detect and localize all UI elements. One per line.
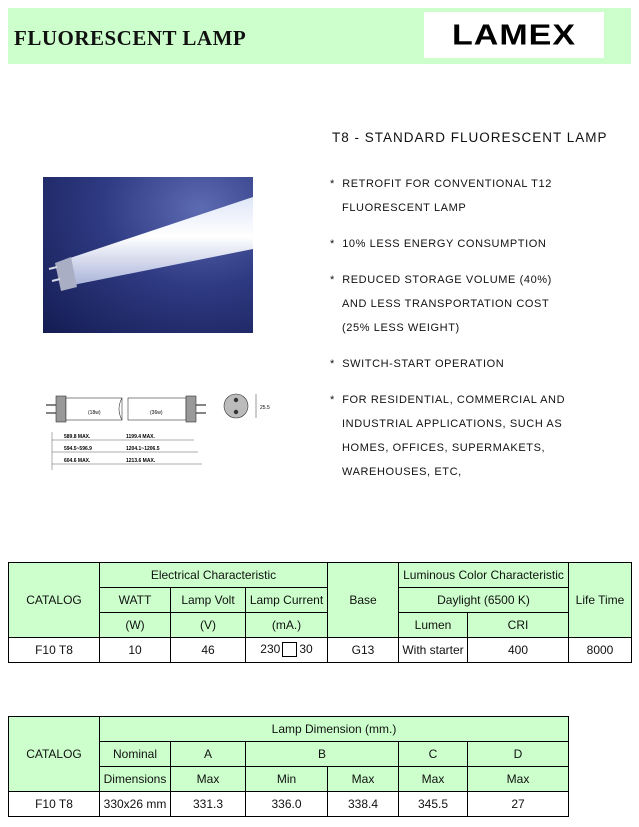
cell-watt: 10: [100, 638, 171, 663]
endcap-left: [56, 396, 66, 422]
pin: [49, 267, 57, 269]
b-header: B: [246, 742, 399, 767]
feature-text: INDUSTRIAL APPLICATIONS, SUCH AS: [342, 418, 563, 430]
page-header: [8, 8, 631, 64]
current-value-a: 230: [260, 642, 281, 657]
watt-unit: (W): [100, 613, 171, 638]
dim-text: 594.5~596.9: [64, 446, 92, 452]
nominal-header: Nominal: [100, 742, 171, 767]
life-header: Life Time: [569, 563, 632, 638]
feature-text: (25% LESS WEIGHT): [342, 322, 460, 334]
logo-text: LAMEX: [452, 18, 576, 51]
lamp-photo: [43, 177, 253, 333]
dim-text: 1213.6 MAX.: [126, 458, 156, 464]
feature-text: SWITCH-START OPERATION: [342, 358, 505, 370]
cell-b-min: 336.0: [246, 792, 328, 817]
cell-current: [246, 638, 328, 663]
luminous-header: Luminous Color Characteristic: [399, 563, 569, 588]
tube-body: [67, 197, 253, 285]
cell-c-max: 345.5: [399, 792, 468, 817]
feature-text: WAREHOUSES, ETC,: [342, 466, 462, 478]
bullet: *: [330, 358, 335, 370]
feature-text: FLUORESCENT LAMP: [342, 202, 467, 214]
label-36w: (36w): [150, 410, 163, 416]
feature-text: HOMES, OFFICES, SUPERMAKETS,: [342, 442, 546, 454]
feature-item: [330, 388, 630, 484]
feature-text: REDUCED STORAGE VOLUME (40%): [342, 274, 552, 286]
cri-header: CRI: [468, 613, 569, 638]
watt-header: WATT: [100, 588, 171, 613]
current-value-b: 30: [299, 642, 313, 657]
base-header: Base: [328, 563, 399, 638]
lamp-dimension-diagram: [46, 384, 276, 474]
cell-a-max: 331.3: [171, 792, 246, 817]
bullet: *: [330, 238, 335, 250]
catalog-header: CATALOG: [9, 717, 100, 792]
feature-item: [330, 352, 630, 376]
c-max-header: Max: [399, 767, 468, 792]
feature-item: [330, 172, 630, 220]
cell-cri: 400: [468, 638, 569, 663]
current-unit: (mA.): [246, 613, 328, 638]
a-max-header: Max: [171, 767, 246, 792]
brand-logo: [424, 12, 604, 58]
b-max-header: Max: [328, 767, 399, 792]
dimensions-header: Dimensions: [100, 767, 171, 792]
dim-text: 604.6 MAX.: [64, 458, 91, 464]
dimension-header: Lamp Dimension (mm.): [100, 717, 569, 742]
feature-text: FOR RESIDENTIAL, COMMERCIAL AND: [342, 394, 566, 406]
table-row: [9, 792, 569, 817]
feature-text: 10% LESS ENERGY CONSUMPTION: [342, 238, 547, 250]
dimension-spec-table: [8, 716, 569, 817]
cell-catalog: F10 T8: [9, 638, 100, 663]
volt-header: Lamp Volt: [171, 588, 246, 613]
product-title: T8 - STANDARD FLUORESCENT LAMP: [332, 130, 608, 145]
catalog-header: CATALOG: [9, 563, 100, 638]
lumen-header: Lumen: [399, 613, 468, 638]
feature-text: RETROFIT FOR CONVENTIONAL T12: [342, 178, 552, 190]
b-min-header: Min: [246, 767, 328, 792]
d-max-header: Max: [468, 767, 569, 792]
label-18w: (18w): [88, 410, 101, 416]
daylight-header: Daylight (6500 K): [399, 588, 569, 613]
cell-b-max: 338.4: [328, 792, 399, 817]
bullet: *: [330, 178, 335, 190]
cell-base: G13: [328, 638, 399, 663]
feature-item: [330, 268, 630, 340]
bullet: *: [330, 394, 335, 406]
d-header: D: [468, 742, 569, 767]
cell-nominal: 330x26 mm: [100, 792, 171, 817]
cell-lumen: With starter: [399, 638, 468, 663]
endcap-face: [224, 394, 248, 418]
dim-text: 589.8 MAX.: [64, 434, 91, 440]
feature-item: [330, 232, 630, 256]
cell-d-max: 27: [468, 792, 569, 817]
feature-text: AND LESS TRANSPORTATION COST: [342, 298, 550, 310]
cell-catalog: F10 T8: [9, 792, 100, 817]
electrical-header: Electrical Characteristic: [100, 563, 328, 588]
feature-list: [330, 172, 630, 496]
table-row: [9, 638, 632, 663]
endcap-right: [186, 396, 196, 422]
lamp-tube-image: [43, 177, 253, 333]
cell-life: 8000: [569, 638, 632, 663]
dim-text: 1204.1~1206.5: [126, 446, 160, 452]
diameter-dim: 25.5: [260, 405, 270, 411]
bullet: *: [330, 274, 335, 286]
a-header: A: [171, 742, 246, 767]
dim-text: 1199.4 MAX.: [126, 434, 155, 440]
page-title: FLUORESCENT LAMP: [14, 26, 247, 50]
cell-volt: 46: [171, 638, 246, 663]
current-header: Lamp Current: [246, 588, 328, 613]
electrical-spec-table: [8, 562, 632, 663]
missing-glyph-box: [282, 642, 297, 657]
c-header: C: [399, 742, 468, 767]
volt-unit: (V): [171, 613, 246, 638]
